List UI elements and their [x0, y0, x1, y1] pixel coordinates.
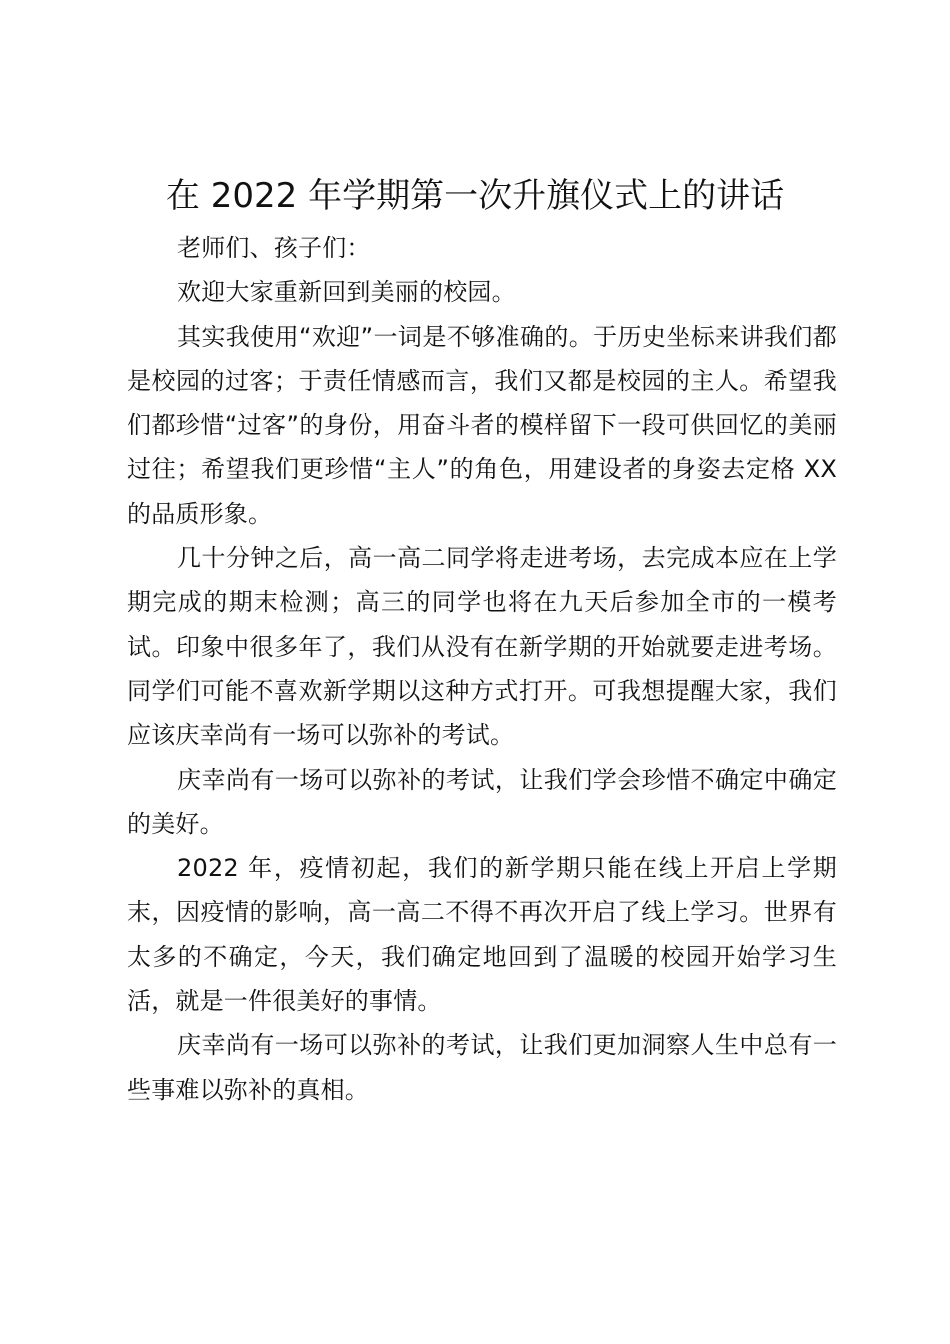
paragraph: 欢迎大家重新回到美丽的校园。: [177, 278, 516, 307]
document-body: [127, 226, 837, 1112]
paragraph: 其实我使用“欢迎”一词是不够准确的。于历史坐标来讲我们都是校园的过客；于责任情感而言，我们又都是校园的主人。希望我们都珍惜“过客”的身份，用奋斗者的模样留下一段可供回忆的美丽过往；希望我们更珍惜“主人”的角色，用建设者的身姿去定格 XX 的品质形象。: [127, 322, 837, 528]
paragraph: 庆幸尚有一场可以弥补的考试，让我们学会珍惜不确定中确定的美好。: [127, 765, 837, 838]
paragraph-salutation: 老师们、孩子们：: [177, 234, 371, 262]
paragraph: 几十分钟之后，高一高二同学将走进考场，去完成本应在上学期完成的期末检测；高三的同学也将在九天后参加全市的一模考试。印象中很多年了，我们从没有在新学期的开始就要走进考场。同学们可能不喜欢新学期以这种方式打开。可我想提醒大家，我们应该庆幸尚有一场可以弥补的考试。: [127, 544, 837, 750]
page-title: 在 2022 年学期第一次升旗仪式上的讲话: [165, 176, 785, 216]
paragraph: 2022 年，疫情初起，我们的新学期只能在线上开启上学期末，因疫情的影响，高一高二不得不再次开启了线上学习。世界有太多的不确定，今天，我们确定地回到了温暖的校园开始学习生活，就是一件很美好的事情。: [127, 854, 837, 1016]
paragraph: 庆幸尚有一场可以弥补的考试，让我们更加洞察人生中总有一些事难以弥补的真相。: [127, 1031, 837, 1104]
